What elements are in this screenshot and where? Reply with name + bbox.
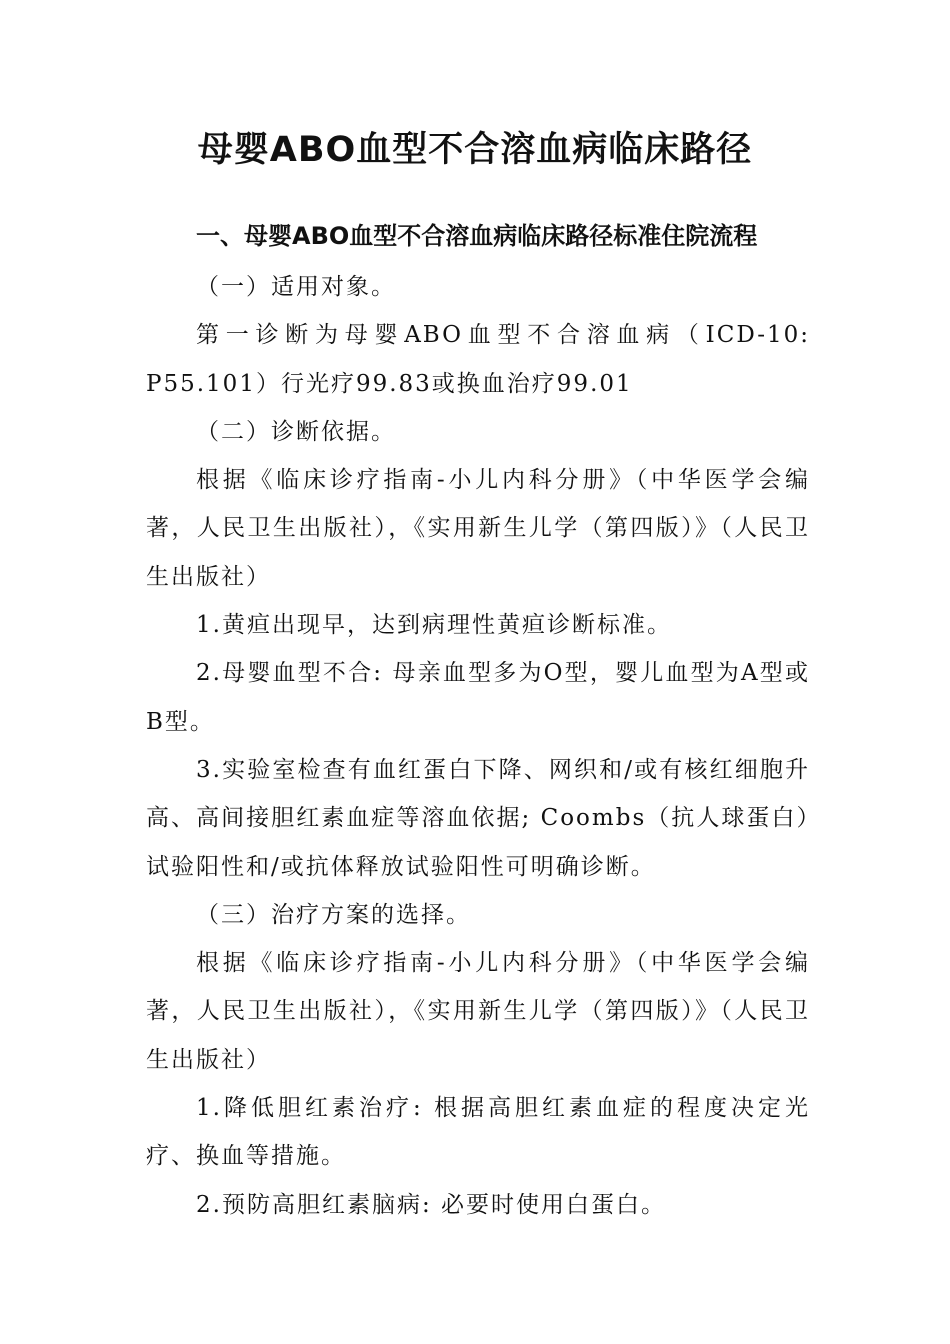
- list-item-diagnosis-1: 1.黄疸出现早，达到病理性黄疸诊断标准。: [196, 612, 672, 639]
- section-heading: 一、母婴ABO血型不合溶血病临床路径标准住院流程: [196, 222, 758, 250]
- subsection-heading-treatment-choice: （三）治疗方案的选择。: [196, 901, 471, 928]
- list-item-treatment-1: 1.降低胆红素治疗: 根据高胆红素血症的程度决定光疗、换血等措施。: [146, 1095, 810, 1170]
- subsection-heading-diagnosis-basis: （二）诊断依据。: [196, 418, 396, 445]
- document-title: 母婴ABO血型不合溶血病临床路径: [197, 130, 753, 170]
- document-body: [146, 263, 810, 1229]
- list-item-diagnosis-2: 2.母婴血型不合: 母亲血型多为O型，婴儿血型为A型或B型。: [146, 660, 810, 735]
- subsection-heading-applicable-subjects: （一）适用对象。: [196, 274, 396, 300]
- paragraph-first-diagnosis: 第一诊断为母婴ABO血型不合溶血病（ICD-10: P55.101）行光疗99.83或换血治疗99.01: [146, 322, 810, 397]
- list-item-diagnosis-3: 3.实验室检查有血红蛋白下降、网织和/或有核红细胞升高、高间接胆红素血症等溶血依据; Coombs（抗人球蛋白）试验阳性和/或抗体释放试验阳性可明确诊断。: [146, 756, 810, 880]
- list-item-treatment-2: 2.预防高胆红素脑病: 必要时使用白蛋白。: [196, 1191, 667, 1218]
- paragraph-reference-guidelines: 根据《临床诊疗指南-小儿内科分册》（中华医学会编著，人民卫生出版社），《实用新生儿学（第四版）》（人民卫生出版社）: [146, 467, 810, 590]
- paragraph-treatment-reference: 根据《临床诊疗指南-小儿内科分册》（中华医学会编著，人民卫生出版社），《实用新生儿学（第四版）》（人民卫生出版社）: [146, 950, 810, 1073]
